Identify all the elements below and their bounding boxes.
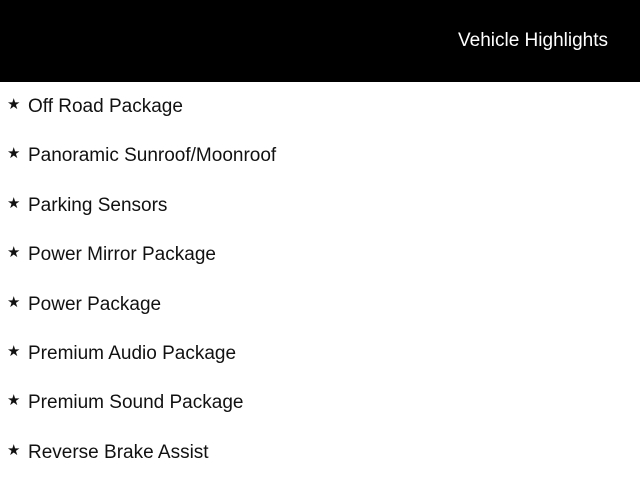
highlights-list [0, 82, 640, 477]
highlight-label: Premium Sound Package [28, 392, 244, 414]
highlight-label: Premium Audio Package [28, 342, 237, 364]
highlight-label: Panoramic Sunroof/Moonroof [28, 145, 277, 167]
list-item [0, 131, 640, 180]
highlight-label: Power Package [28, 293, 162, 315]
highlight-label: Parking Sensors [28, 194, 168, 216]
vehicle-highlights-header [0, 0, 640, 82]
star-icon: ★ [7, 144, 21, 163]
star-icon: ★ [7, 391, 21, 410]
list-item [0, 82, 640, 131]
highlight-label: Power Mirror Package [28, 244, 216, 266]
list-item [0, 428, 640, 477]
highlight-label: Off Road Package [28, 96, 183, 117]
list-item [0, 280, 640, 329]
star-icon: ★ [7, 193, 21, 212]
list-item [0, 329, 640, 378]
list-item [0, 230, 640, 279]
star-icon: ★ [7, 341, 21, 360]
list-item [0, 378, 640, 427]
page-title: Vehicle Highlights [458, 30, 608, 51]
star-icon: ★ [7, 292, 21, 311]
star-icon: ★ [7, 440, 21, 459]
list-item [0, 181, 640, 230]
star-icon: ★ [7, 95, 21, 113]
star-icon: ★ [7, 243, 21, 262]
highlight-label: Reverse Brake Assist [28, 441, 209, 463]
